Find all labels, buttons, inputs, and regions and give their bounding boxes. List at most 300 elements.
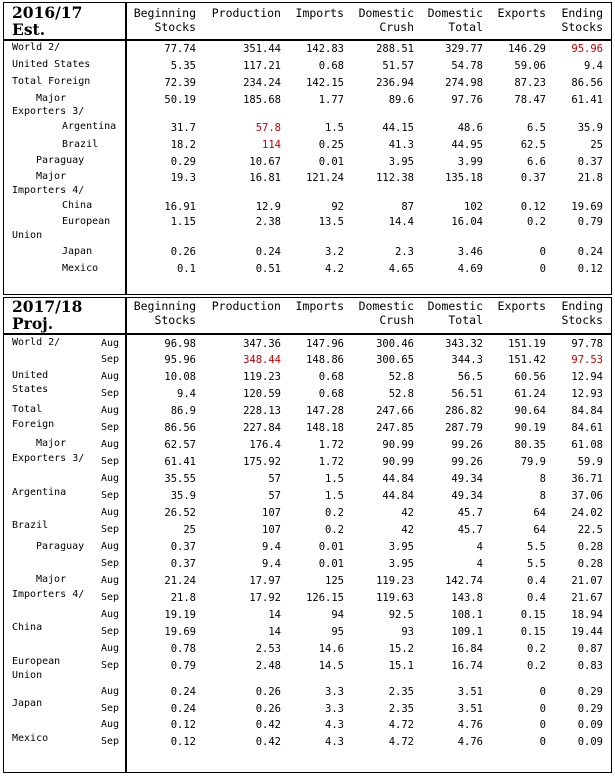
cell-ending-stocks: 61.41 (571, 94, 603, 106)
cell-domestic-total: 109.1 (451, 626, 483, 638)
cell-ending-stocks: 18.94 (571, 609, 603, 621)
cell-exports: 0.12 (520, 201, 546, 213)
cell-ending-stocks: 97.53 (571, 354, 603, 366)
section2-top-border (3, 297, 612, 298)
month-label: Aug (101, 643, 120, 654)
cell-domestic-crush: 41.3 (388, 139, 414, 151)
cell-domestic-crush: 44.84 (382, 490, 414, 502)
cell-imports: 3.2 (325, 246, 344, 258)
cell-beginning-stocks: 16.91 (164, 201, 196, 213)
cell-production: 17.92 (249, 592, 281, 604)
column-header-ending-stocks: Ending (561, 299, 603, 313)
month-label: Aug (101, 338, 120, 349)
cell-production: 120.59 (243, 388, 281, 400)
cell-beginning-stocks: 25 (183, 524, 196, 536)
cell-imports: 92 (331, 201, 344, 213)
row-label: World 2/ (12, 42, 61, 53)
cell-domestic-total: 3.51 (457, 686, 483, 698)
cell-ending-stocks: 0.28 (577, 558, 603, 570)
cell-production: 119.23 (243, 371, 281, 383)
row-label: Importers 4/ (12, 185, 85, 196)
cell-exports: 90.64 (514, 405, 546, 417)
cell-domestic-crush: 44.15 (382, 122, 414, 134)
cell-beginning-stocks: 10.08 (164, 371, 196, 383)
cell-imports: 0.68 (318, 388, 344, 400)
cell-ending-stocks: 22.5 (577, 524, 603, 536)
column-header-domestic-total-line2: Total (448, 20, 483, 34)
cell-imports: 1.5 (325, 473, 344, 485)
cell-exports: 78.47 (514, 94, 546, 106)
cell-domestic-crush: 3.95 (388, 541, 414, 553)
month-label: Sep (101, 626, 120, 637)
cell-imports: 148.86 (306, 354, 344, 366)
cell-exports: 0.4 (527, 592, 546, 604)
cell-imports: 121.24 (306, 172, 344, 184)
cell-exports: 151.19 (508, 338, 546, 350)
month-label: Sep (101, 354, 120, 365)
section2-header-rule (3, 333, 612, 335)
cell-beginning-stocks: 9.4 (177, 388, 196, 400)
cell-domestic-crush: 14.4 (388, 216, 414, 228)
cell-production: 347.36 (243, 338, 281, 350)
row-label: Major (36, 93, 67, 104)
cell-beginning-stocks: 5.35 (170, 60, 196, 72)
cell-ending-stocks: 25 (590, 139, 603, 151)
row-label: States (12, 384, 49, 395)
cell-ending-stocks: 24.02 (571, 507, 603, 519)
cell-domestic-total: 142.74 (445, 575, 483, 587)
cell-domestic-crush: 15.2 (388, 643, 414, 655)
cell-production: 14 (268, 626, 281, 638)
row-label: Mexico (12, 733, 49, 744)
row-label: China (12, 622, 43, 633)
section2-left-border (3, 297, 4, 772)
cell-ending-stocks: 59.9 (577, 456, 603, 468)
cell-domestic-total: 4.69 (457, 263, 483, 275)
cell-beginning-stocks: 21.8 (170, 592, 196, 604)
cell-imports: 126.15 (306, 592, 344, 604)
cell-ending-stocks: 12.94 (571, 371, 603, 383)
table-bottom-border (3, 772, 612, 773)
row-label: Total (12, 404, 43, 415)
cell-domestic-crush: 2.3 (395, 246, 414, 258)
cell-exports: 0 (539, 703, 546, 715)
cell-imports: 14.6 (318, 643, 344, 655)
cell-beginning-stocks: 0.12 (170, 736, 196, 748)
cell-domestic-total: 143.8 (451, 592, 483, 604)
cell-beginning-stocks: 77.74 (164, 43, 196, 55)
column-header-domestic-crush: Domestic (358, 6, 414, 20)
cell-domestic-total: 3.46 (457, 246, 483, 258)
cell-production: 114 (262, 139, 281, 151)
section1-title-year: 2016/17 (12, 3, 83, 22)
cell-exports: 5.5 (527, 541, 546, 553)
cell-beginning-stocks: 0.24 (170, 686, 196, 698)
section1-left-border (3, 2, 4, 294)
cell-domestic-crush: 90.99 (382, 439, 414, 451)
cell-ending-stocks: 84.84 (571, 405, 603, 417)
cell-production: 0.24 (255, 246, 281, 258)
cell-imports: 95 (331, 626, 344, 638)
cell-imports: 0.25 (318, 139, 344, 151)
cell-domestic-crush: 247.66 (376, 405, 414, 417)
month-label: Aug (101, 405, 120, 416)
cell-domestic-crush: 4.72 (388, 719, 414, 731)
row-label: Japan (62, 246, 93, 257)
cell-domestic-total: 99.26 (451, 456, 483, 468)
cell-production: 0.26 (255, 686, 281, 698)
cell-domestic-crush: 4.65 (388, 263, 414, 275)
column-header-domestic-crush-line2: Crush (379, 313, 414, 327)
cell-beginning-stocks: 86.56 (164, 422, 196, 434)
cell-ending-stocks: 36.71 (571, 473, 603, 485)
cell-production: 2.48 (255, 660, 281, 672)
cell-domestic-crush: 236.94 (376, 77, 414, 89)
cell-domestic-crush: 89.6 (388, 94, 414, 106)
cell-beginning-stocks: 0.1 (177, 263, 196, 275)
month-label: Sep (101, 490, 120, 501)
row-label: Union (12, 670, 43, 681)
cell-production: 14 (268, 609, 281, 621)
column-header-exports: Exports (497, 6, 546, 20)
cell-beginning-stocks: 19.69 (164, 626, 196, 638)
cell-domestic-crush: 3.95 (388, 558, 414, 570)
cell-ending-stocks: 61.08 (571, 439, 603, 451)
cell-domestic-total: 97.76 (451, 94, 483, 106)
cell-exports: 6.6 (527, 156, 546, 168)
cell-ending-stocks: 19.69 (571, 201, 603, 213)
cell-production: 107 (262, 524, 281, 536)
cell-beginning-stocks: 35.55 (164, 473, 196, 485)
cell-exports: 0.15 (520, 626, 546, 638)
cell-domestic-crush: 4.72 (388, 736, 414, 748)
cell-production: 57 (268, 473, 281, 485)
cell-domestic-crush: 2.35 (388, 686, 414, 698)
cell-domestic-crush: 93 (401, 626, 414, 638)
cell-imports: 147.96 (306, 338, 344, 350)
cell-domestic-crush: 300.46 (376, 338, 414, 350)
cell-ending-stocks: 0.28 (577, 541, 603, 553)
cell-exports: 62.5 (520, 139, 546, 151)
month-label: Sep (101, 388, 120, 399)
cell-ending-stocks: 21.8 (577, 172, 603, 184)
cell-imports: 0.2 (325, 524, 344, 536)
cell-domestic-crush: 52.8 (388, 371, 414, 383)
cell-production: 228.13 (243, 405, 281, 417)
cell-domestic-total: 343.32 (445, 338, 483, 350)
cell-production: 2.38 (255, 216, 281, 228)
cell-production: 348.44 (243, 354, 281, 366)
cell-domestic-crush: 44.84 (382, 473, 414, 485)
cell-ending-stocks: 95.96 (571, 43, 603, 55)
cell-exports: 5.5 (527, 558, 546, 570)
cell-domestic-crush: 15.1 (388, 660, 414, 672)
cell-domestic-total: 48.6 (457, 122, 483, 134)
cell-imports: 142.15 (306, 77, 344, 89)
month-label: Sep (101, 524, 120, 535)
row-label: United (12, 370, 49, 381)
cell-beginning-stocks: 35.9 (170, 490, 196, 502)
cell-exports: 79.9 (520, 456, 546, 468)
cell-imports: 4.2 (325, 263, 344, 275)
cell-exports: 0.2 (527, 643, 546, 655)
row-label: Argentina (12, 487, 67, 498)
cell-imports: 4.3 (325, 719, 344, 731)
cell-ending-stocks: 21.07 (571, 575, 603, 587)
column-header-ending-stocks-line2: Stocks (561, 313, 603, 327)
cell-beginning-stocks: 1.15 (170, 216, 196, 228)
cell-production: 0.26 (255, 703, 281, 715)
cell-ending-stocks: 12.93 (571, 388, 603, 400)
section1-right-border (611, 2, 612, 294)
column-header-production: Production (211, 299, 281, 313)
cell-imports: 147.28 (306, 405, 344, 417)
cell-production: 9.4 (262, 558, 281, 570)
cell-exports: 87.23 (514, 77, 546, 89)
cell-domestic-total: 54.78 (451, 60, 483, 72)
column-header-production: Production (211, 6, 281, 20)
cell-ending-stocks: 0.09 (577, 719, 603, 731)
cell-production: 185.68 (243, 94, 281, 106)
row-label: Argentina (62, 121, 117, 132)
cell-imports: 1.5 (325, 122, 344, 134)
cell-exports: 0.37 (520, 172, 546, 184)
cell-domestic-total: 99.26 (451, 439, 483, 451)
section1-bottom-border (3, 294, 612, 295)
month-label: Aug (101, 507, 120, 518)
month-label: Aug (101, 686, 120, 697)
cell-domestic-crush: 119.63 (376, 592, 414, 604)
cell-ending-stocks: 0.87 (577, 643, 603, 655)
cell-exports: 0.15 (520, 609, 546, 621)
cell-exports: 0 (539, 246, 546, 258)
cell-domestic-total: 4.76 (457, 736, 483, 748)
cell-beginning-stocks: 61.41 (164, 456, 196, 468)
row-label: Major (36, 171, 67, 182)
cell-exports: 8 (539, 490, 546, 502)
column-header-domestic-crush-line2: Crush (379, 20, 414, 34)
cell-ending-stocks: 21.67 (571, 592, 603, 604)
cell-domestic-total: 4 (476, 558, 483, 570)
cell-production: 175.92 (243, 456, 281, 468)
row-label: World 2/ (12, 337, 61, 348)
cell-production: 351.44 (243, 43, 281, 55)
month-label: Aug (101, 371, 120, 382)
month-label: Aug (101, 541, 120, 552)
cell-production: 0.42 (255, 719, 281, 731)
row-label: Major (36, 574, 67, 585)
cell-domestic-total: 329.77 (445, 43, 483, 55)
cell-domestic-crush: 112.38 (376, 172, 414, 184)
column-header-domestic-total: Domestic (427, 6, 483, 20)
month-label: Sep (101, 558, 120, 569)
cell-ending-stocks: 37.06 (571, 490, 603, 502)
cell-production: 10.67 (249, 156, 281, 168)
row-label: Major (36, 438, 67, 449)
row-label: European (62, 216, 111, 227)
cell-domestic-crush: 92.5 (388, 609, 414, 621)
row-label: Mexico (62, 263, 99, 274)
row-label: Exporters 3/ (12, 106, 85, 117)
cell-production: 176.4 (249, 439, 281, 451)
cell-domestic-total: 4.76 (457, 719, 483, 731)
cell-production: 117.21 (243, 60, 281, 72)
cell-domestic-crush: 42 (401, 507, 414, 519)
cell-exports: 64 (533, 507, 546, 519)
cell-beginning-stocks: 86.9 (170, 405, 196, 417)
cell-imports: 94 (331, 609, 344, 621)
cell-domestic-total: 108.1 (451, 609, 483, 621)
cell-exports: 0.4 (527, 575, 546, 587)
row-label: Paraguay (36, 541, 85, 552)
cell-production: 16.81 (249, 172, 281, 184)
cell-domestic-total: 45.7 (457, 507, 483, 519)
cell-exports: 61.24 (514, 388, 546, 400)
month-label: Sep (101, 660, 120, 671)
cell-exports: 90.19 (514, 422, 546, 434)
cell-exports: 146.29 (508, 43, 546, 55)
cell-exports: 6.5 (527, 122, 546, 134)
cell-domestic-total: 4 (476, 541, 483, 553)
cell-production: 12.9 (255, 201, 281, 213)
cell-imports: 1.72 (318, 439, 344, 451)
cell-exports: 0 (539, 736, 546, 748)
row-label: Foreign (12, 419, 55, 430)
cell-beginning-stocks: 21.24 (164, 575, 196, 587)
cell-imports: 3.3 (325, 703, 344, 715)
month-label: Sep (101, 736, 120, 747)
column-header-domestic-crush: Domestic (358, 299, 414, 313)
row-label: Importers 4/ (12, 589, 85, 600)
cell-exports: 151.42 (508, 354, 546, 366)
cell-ending-stocks: 0.29 (577, 686, 603, 698)
cell-domestic-total: 274.98 (445, 77, 483, 89)
month-label: Aug (101, 609, 120, 620)
cell-domestic-crush: 300.65 (376, 354, 414, 366)
month-label: Aug (101, 575, 120, 586)
column-header-beginning-stocks-line2: Stocks (154, 313, 196, 327)
row-label: European (12, 656, 61, 667)
column-header-beginning-stocks: Beginning (133, 299, 196, 313)
month-label: Sep (101, 422, 120, 433)
cell-imports: 0.68 (318, 371, 344, 383)
cell-imports: 0.01 (318, 558, 344, 570)
cell-domestic-total: 344.3 (451, 354, 483, 366)
column-header-imports: Imports (295, 6, 344, 20)
cell-beginning-stocks: 19.19 (164, 609, 196, 621)
cell-imports: 1.77 (318, 94, 344, 106)
month-label: Aug (101, 473, 120, 484)
cell-beginning-stocks: 26.52 (164, 507, 196, 519)
cell-production: 9.4 (262, 541, 281, 553)
column-header-beginning-stocks: Beginning (133, 6, 196, 20)
cell-domestic-total: 16.04 (451, 216, 483, 228)
cell-beginning-stocks: 19.3 (170, 172, 196, 184)
cell-production: 17.97 (249, 575, 281, 587)
cell-imports: 13.5 (318, 216, 344, 228)
cell-ending-stocks: 35.9 (577, 122, 603, 134)
cell-beginning-stocks: 31.7 (170, 122, 196, 134)
cell-domestic-total: 16.74 (451, 660, 483, 672)
month-label: Sep (101, 703, 120, 714)
cell-ending-stocks: 0.09 (577, 736, 603, 748)
cell-exports: 80.35 (514, 439, 546, 451)
column-header-domestic-total-line2: Total (448, 313, 483, 327)
cell-imports: 148.18 (306, 422, 344, 434)
cell-exports: 0.2 (527, 660, 546, 672)
cell-beginning-stocks: 0.24 (170, 703, 196, 715)
table-top-border (3, 2, 612, 3)
month-label: Sep (101, 456, 120, 467)
cell-beginning-stocks: 0.37 (170, 558, 196, 570)
cell-imports: 4.3 (325, 736, 344, 748)
cell-ending-stocks: 0.83 (577, 660, 603, 672)
column-header-exports: Exports (497, 299, 546, 313)
cell-domestic-total: 49.34 (451, 490, 483, 502)
row-label: United States (12, 59, 91, 70)
cell-imports: 1.72 (318, 456, 344, 468)
cell-beginning-stocks: 96.98 (164, 338, 196, 350)
section1-title-status: Est. (12, 20, 46, 39)
month-label: Aug (101, 719, 120, 730)
cell-domestic-total: 56.51 (451, 388, 483, 400)
column-header-imports: Imports (295, 299, 344, 313)
cell-domestic-crush: 51.57 (382, 60, 414, 72)
row-label: China (62, 200, 93, 211)
cell-beginning-stocks: 95.96 (164, 354, 196, 366)
cell-domestic-crush: 247.85 (376, 422, 414, 434)
cell-ending-stocks: 0.12 (577, 263, 603, 275)
cell-domestic-crush: 3.95 (388, 156, 414, 168)
cell-imports: 142.83 (306, 43, 344, 55)
cell-domestic-crush: 42 (401, 524, 414, 536)
row-label: Japan (12, 698, 43, 709)
cell-beginning-stocks: 50.19 (164, 94, 196, 106)
cell-domestic-total: 56.5 (457, 371, 483, 383)
cell-domestic-total: 286.82 (445, 405, 483, 417)
cell-production: 234.24 (243, 77, 281, 89)
cell-exports: 59.06 (514, 60, 546, 72)
cell-ending-stocks: 0.37 (577, 156, 603, 168)
cell-ending-stocks: 84.61 (571, 422, 603, 434)
cell-exports: 64 (533, 524, 546, 536)
cell-production: 227.84 (243, 422, 281, 434)
cell-production: 2.53 (255, 643, 281, 655)
cell-production: 0.51 (255, 263, 281, 275)
month-label: Aug (101, 439, 120, 450)
cell-beginning-stocks: 18.2 (170, 139, 196, 151)
row-label: Union (12, 230, 43, 241)
cell-domestic-crush: 87 (401, 201, 414, 213)
month-label: Sep (101, 592, 120, 603)
cell-ending-stocks: 0.29 (577, 703, 603, 715)
cell-domestic-total: 135.18 (445, 172, 483, 184)
section2-title-year: 2017/18 (12, 297, 83, 316)
cell-exports: 0.2 (527, 216, 546, 228)
column-header-ending-stocks-line2: Stocks (561, 20, 603, 34)
cell-domestic-total: 3.99 (457, 156, 483, 168)
cell-domestic-total: 16.84 (451, 643, 483, 655)
cell-ending-stocks: 9.4 (584, 60, 603, 72)
cell-beginning-stocks: 0.29 (170, 156, 196, 168)
column-header-domestic-total: Domestic (427, 299, 483, 313)
cell-production: 57 (268, 490, 281, 502)
cell-imports: 125 (325, 575, 344, 587)
cell-imports: 14.5 (318, 660, 344, 672)
cell-domestic-total: 102 (464, 201, 483, 213)
cell-beginning-stocks: 0.26 (170, 246, 196, 258)
cell-domestic-crush: 288.51 (376, 43, 414, 55)
